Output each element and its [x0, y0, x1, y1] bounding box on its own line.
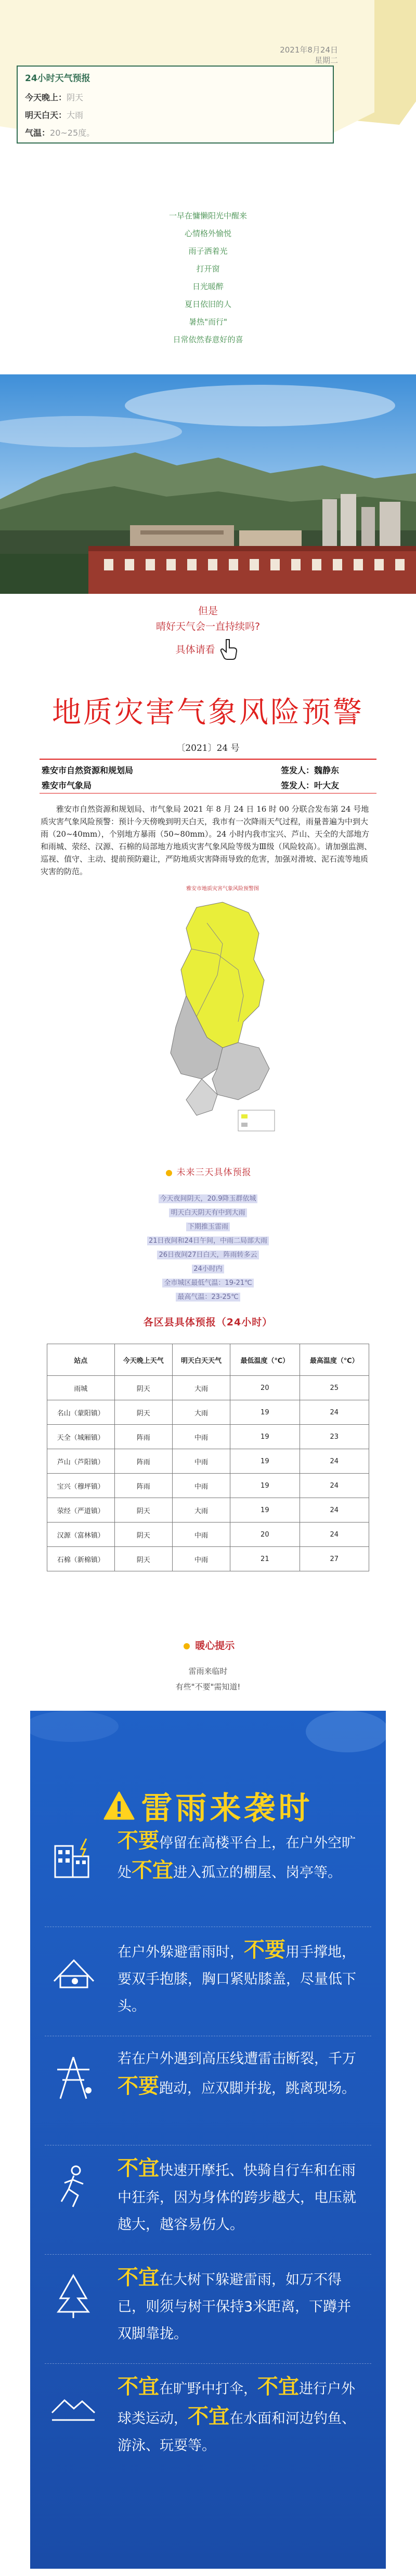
table-cell: 阵雨: [114, 1425, 172, 1449]
column-header: 明天白天天气: [172, 1344, 230, 1376]
pointing-hand-icon: [218, 638, 241, 660]
tip-emphasis: 不宜: [132, 1858, 173, 1882]
tip-divider: [45, 2036, 371, 2037]
tip-text: 在大树下躲避雷雨，如万不得已，则须与树干保持3米距离，下蹲并双脚靠拢。: [118, 2272, 352, 2342]
table-row: [47, 1523, 369, 1547]
table-cell: 石棉（新棉镇）: [47, 1547, 115, 1571]
forecast-line: [0, 1248, 416, 1262]
forecast-value: 阴天: [67, 93, 84, 102]
safety-tip-text: [118, 1936, 362, 2020]
safety-tip-text: [118, 1827, 362, 1887]
forecast-value: 20~25度。: [50, 128, 95, 138]
document-body: 雅安市自然资源和规划局、市气象局 2021 年 8 月 24 日 16 时 00 分联合发布第 24 号地质灾害气象风险预警：预计今天傍晚到明天白天，我市有一次降雨天气过程，雨量普遍为中到大雨（20~40mm），个别地方暴雨（50~80mm）。24 小时内我市宝兴、芦山、天全的大部地方和雨城、荥经、汉源、石棉的局部地方地质灾害气象风险等级为Ⅲ级（风险较高）。请加强监测、巡视、值守、主动、提前预防避让，严防地质灾害降雨导致的危害，加强对滑坡、泥石流等地质灾害的防范。: [41, 804, 372, 876]
table-cell: 阴天: [114, 1498, 172, 1523]
poem-line: 日常依然春意好的喜: [173, 335, 243, 344]
issuer-name: 雅安市气象局: [42, 780, 92, 790]
tip-text: 在户外躲避雷雨时，: [118, 1944, 244, 1960]
signer: 签发人：魏静东: [281, 765, 340, 775]
teaser-line: 但是: [198, 605, 218, 617]
safety-tip: [45, 2366, 371, 2475]
table-cell: 19: [230, 1449, 300, 1474]
look-label: 具体请看: [175, 644, 215, 656]
safety-tip-text: [118, 2155, 362, 2239]
column-header: 站点: [47, 1344, 115, 1376]
table-cell: 19: [230, 1425, 300, 1449]
warm-tips: [0, 1638, 416, 1695]
forecast-label: 今天晚上：: [25, 93, 67, 102]
table-row: [47, 1498, 369, 1523]
look-below[interactable]: [0, 638, 416, 660]
building-icon: [50, 1836, 97, 1882]
tip-text: 用手撑地，要双手抱膝，胸口紧贴膝盖，尽量低下头。: [118, 1944, 356, 2014]
safety-tip-text: [118, 2264, 362, 2348]
weekday-text: 星期二: [314, 56, 338, 65]
sun-icon: [181, 1641, 192, 1651]
tip-text: 进行户外球类运动，: [118, 2381, 355, 2427]
tip-emphasis: 不要: [244, 1938, 285, 1962]
table-row: [47, 1449, 369, 1474]
date-text: 2021年8月24日: [280, 45, 338, 55]
table-cell: 雨城: [47, 1376, 115, 1400]
county-forecast-table: [47, 1344, 369, 1571]
table-cell: 中雨: [172, 1547, 230, 1571]
tips-title: 暖心提示: [195, 1640, 235, 1651]
tip-emphasis: 不要: [118, 1829, 159, 1853]
issuer-name: 雅安市自然资源和规划局: [42, 765, 134, 775]
table-cell: 阵雨: [114, 1474, 172, 1498]
column-header: 今天晚上天气: [114, 1344, 172, 1376]
safety-tip-text: [118, 2373, 362, 2460]
table-cell: 24: [300, 1474, 369, 1498]
forecast-line-text: 21日夜间和24日午间，中雨二局部大雨: [147, 1237, 269, 1245]
poem: [0, 207, 416, 348]
poem-line: 心情格外愉悦: [184, 229, 231, 238]
poem-line: 日光暖醉: [192, 282, 224, 291]
table-cell: 名山（蒙阳镇）: [47, 1400, 115, 1425]
forecast-label: 明天白天：: [25, 110, 67, 120]
crouch-icon: [50, 1945, 97, 1992]
safety-tip: [45, 2038, 371, 2148]
table-cell: 中雨: [172, 1449, 230, 1474]
table-cell: 荥经（严道镇）: [47, 1498, 115, 1523]
forecast-line: [0, 1262, 416, 1276]
table-cell: 20: [230, 1523, 300, 1547]
tip-divider: [45, 2363, 371, 2364]
table-cell: 23: [300, 1425, 369, 1449]
forecast-line-text: 今天夜间阴天，20.9降玉群依城: [159, 1194, 258, 1203]
table-cell: 阴天: [114, 1376, 172, 1400]
forecast-title: 24小时天气预报: [25, 73, 90, 84]
teaser: [0, 603, 416, 634]
forecast-row: [25, 107, 326, 124]
forecast-row: [25, 89, 326, 107]
table-cell: 21: [230, 1547, 300, 1571]
table-cell: 宝兴（穆坪镇）: [47, 1474, 115, 1498]
sparkle-icon: [164, 1168, 174, 1178]
map-caption: 雅安市地质灾害气象风险预警图: [186, 886, 259, 892]
table-cell: 阴天: [114, 1400, 172, 1425]
tips-heading: [0, 1638, 416, 1652]
thunderstorm-poster: [30, 1711, 386, 2569]
table-cell: 汉源（富林镇）: [47, 1523, 115, 1547]
tip-text: 在旷野中打伞，: [159, 2381, 257, 2397]
warning-triangle-icon: [103, 1791, 135, 1821]
tip-divider: [45, 2254, 371, 2255]
cloud-icon: [30, 1711, 386, 1784]
poem-line: 夏日依旧的人: [184, 300, 231, 309]
tip-text: 跑动，应双脚并拢，跳离现场。: [159, 2080, 356, 2097]
running-icon: [50, 2163, 97, 2210]
power-line-icon: [50, 2054, 97, 2101]
three-day-title: 未来三天具体预报: [176, 1167, 252, 1178]
county-title: 各区县具体预报（24小时）: [143, 1317, 273, 1328]
tree-icon: [50, 2272, 97, 2319]
table-row: [47, 1400, 369, 1425]
tip-emphasis: 不要: [118, 2074, 159, 2098]
landscape-illustration: [0, 374, 416, 594]
three-day-forecast: [0, 1192, 416, 1304]
table-cell: 24: [300, 1523, 369, 1547]
forecast-line: [0, 1276, 416, 1290]
forecast-value: 大雨: [67, 110, 84, 120]
forecast-label: 气温：: [25, 128, 50, 138]
forecast-row: [25, 124, 326, 142]
tips-line: 雷雨来临时: [188, 1667, 228, 1676]
document-number: 〔2021〕24 号: [176, 743, 240, 753]
table-cell: 中雨: [172, 1425, 230, 1449]
risk-map-illustration: [160, 892, 285, 1136]
table-cell: 20: [230, 1376, 300, 1400]
forecast-line-text: 26日夜间27日白天，阵雨转多云: [157, 1251, 258, 1259]
table-cell: 中雨: [172, 1523, 230, 1547]
table-cell: 阴天: [114, 1523, 172, 1547]
warning-document: [36, 686, 380, 1144]
safety-tip: [45, 2257, 371, 2366]
tip-divider: [45, 2145, 371, 2146]
safety-tip: [45, 1929, 371, 2038]
safety-tip: [45, 2148, 371, 2257]
forecast-line: [0, 1192, 416, 1206]
landscape-photo: [0, 374, 416, 594]
tip-text: 进入孤立的棚屋、岗亭等。: [173, 1865, 342, 1881]
poem-line: 一早在慵懒阳光中醒来: [168, 211, 247, 220]
signer: 签发人：叶大友: [281, 780, 340, 790]
tip-text: 在水面和河边钓鱼、游泳、玩耍等。: [118, 2411, 356, 2454]
forecast-line: [0, 1290, 416, 1304]
safety-tip: [45, 1820, 371, 1929]
table-cell: 19: [230, 1474, 300, 1498]
poster-title-text: 雷雨来袭时: [141, 1790, 313, 1827]
document-divider: [40, 759, 376, 760]
tip-text: 停留在高楼平台上，在户外空旷处: [118, 1835, 356, 1881]
tip-emphasis: 不宜: [257, 2375, 299, 2399]
forecast-line-text: 24小时内: [192, 1265, 224, 1273]
table-cell: 天全（城厢镇）: [47, 1425, 115, 1449]
tips-line: 有些"不要"需知道!: [175, 1682, 241, 1692]
document-title: 地质灾害气象风险预警: [52, 696, 364, 730]
tip-emphasis: 不宜: [118, 2375, 159, 2399]
tip-emphasis: 不宜: [118, 2266, 159, 2289]
poem-line: 打开窗: [196, 264, 220, 274]
table-cell: 中雨: [172, 1474, 230, 1498]
table-cell: 25: [300, 1376, 369, 1400]
risk-map: [160, 884, 285, 1139]
field-icon: [50, 2382, 97, 2428]
tip-emphasis: 不宜: [188, 2404, 229, 2428]
column-header: 最高温度（℃）: [300, 1344, 369, 1376]
forecast-line-text: 下期推玉雷雨: [186, 1222, 230, 1231]
table-row: [47, 1425, 369, 1449]
tip-text: 快速开摩托、快骑自行车和在雨中狂奔，因为身体的跨步越大，电压就越大，越容易伤人。: [118, 2163, 356, 2233]
safety-tip-text: [118, 2046, 362, 2102]
forecast-line: [0, 1234, 416, 1248]
column-header: 最低温度（℃）: [230, 1344, 300, 1376]
note-date: [280, 45, 338, 66]
table-row: [47, 1376, 369, 1400]
weather-note: [0, 0, 416, 146]
table-cell: 24: [300, 1498, 369, 1523]
issuer-block: [42, 764, 374, 791]
table-cell: 大雨: [172, 1376, 230, 1400]
forecast-box: [17, 66, 334, 144]
table-cell: 19: [230, 1498, 300, 1523]
table-cell: 芦山（芦阳镇）: [47, 1449, 115, 1474]
table-row: [47, 1474, 369, 1498]
table-header-row: [47, 1344, 369, 1376]
poem-line: 暑热"而行": [189, 317, 227, 327]
forecast-line-text: 最高气温：23-25℃: [176, 1293, 240, 1302]
forecast-line-text: 明天白天阴天有中到大雨: [169, 1208, 246, 1217]
tip-divider: [45, 1927, 371, 1928]
table-cell: 阵雨: [114, 1449, 172, 1474]
forecast-line: [0, 1220, 416, 1234]
teaser-line: 晴好天气会一直持续吗?: [155, 621, 261, 632]
poem-line: 雨子洒着光: [188, 246, 228, 256]
tip-text: 若在户外遇到高压线遭雷击断裂，千万: [118, 2051, 356, 2067]
county-header: [0, 1315, 416, 1329]
table-cell: 24: [300, 1449, 369, 1474]
forecast-line: [0, 1206, 416, 1220]
table-row: [47, 1547, 369, 1571]
forecast-line-text: 全市城区最低气温：19-21℃: [162, 1279, 253, 1287]
table-cell: 大雨: [172, 1498, 230, 1523]
table-cell: 24: [300, 1400, 369, 1425]
table-cell: 19: [230, 1400, 300, 1425]
three-day-header: [0, 1165, 416, 1178]
table-cell: 大雨: [172, 1400, 230, 1425]
table-cell: 阴天: [114, 1547, 172, 1571]
tip-emphasis: 不宜: [118, 2156, 159, 2180]
table-cell: 27: [300, 1547, 369, 1571]
